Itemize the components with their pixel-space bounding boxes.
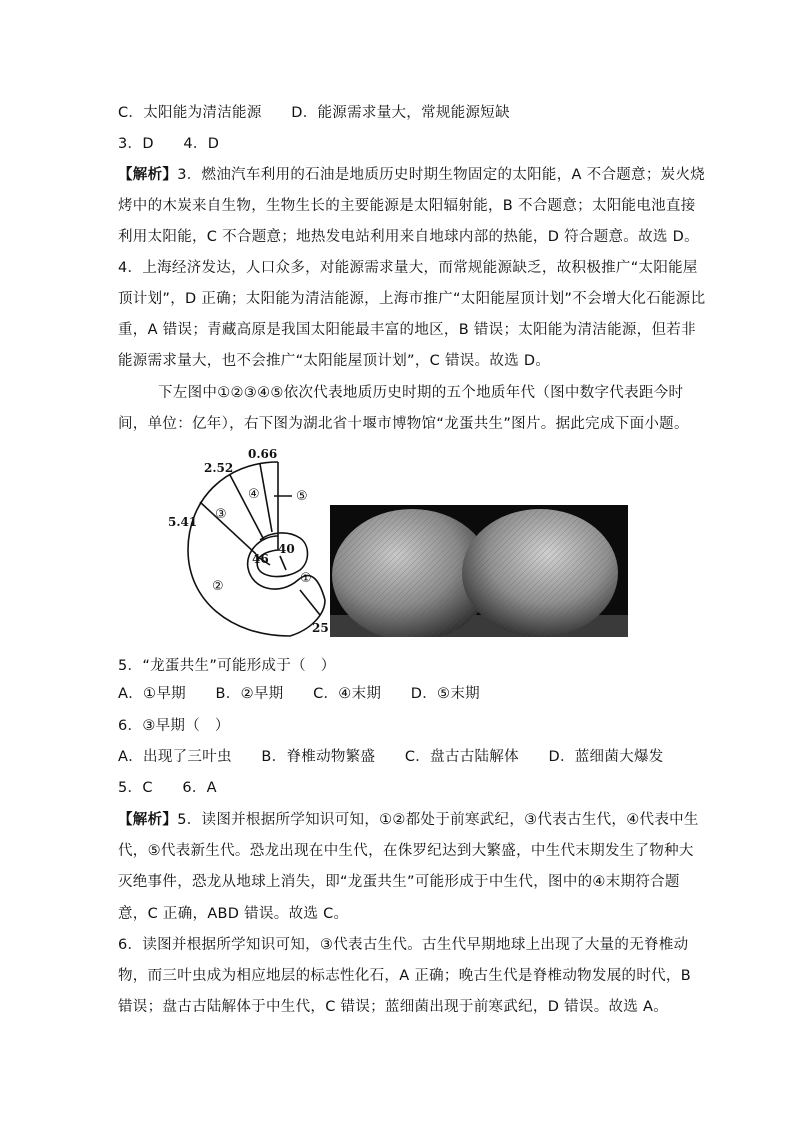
question-6: 6．③早期（ ） (118, 718, 230, 734)
analysis-line-5: 顶计划”，D 正确；太阳能为清洁能源，上海市推广“太阳能屋顶计划”不会增大化石能源比 (118, 291, 706, 307)
analysis-line-4: 4．上海经济发达，人口众多，对能源需求量大，而常规能源缺乏，故积极推广“太阳能屋 (118, 260, 698, 276)
analysis2-line-5: 6．读图并根据所学知识可知，③代表古生代。古生代早期地球上出现了大量的无脊椎动 (118, 937, 689, 953)
answer-line-3-4: 3．D 4．D (118, 136, 220, 152)
analysis-line-1 (118, 165, 705, 185)
geologic-time-spiral-diagram (160, 440, 335, 640)
label-46: 46 (252, 552, 269, 566)
label-25: 25 (312, 621, 329, 635)
analysis2-tag: 【解析】 (118, 812, 178, 828)
analysis-text: 3．燃油汽车利用的石油是地质历史时期生物固定的太阳能，A 不合题意；炭火烧 (177, 167, 706, 183)
question-intro-line-1: 下左图中①②③④⑤依次代表地质历史时期的五个地质年代（图中数字代表距今时 (158, 385, 684, 401)
analysis2-line-6: 物，而三叶虫成为相应地层的标志性化石，A 正确；晚古生代是脊椎动物发展的时代，B (118, 968, 691, 984)
analysis-tag: 【解析】 (118, 167, 178, 183)
option-line-c-d: C．太阳能为清洁能源 D．能源需求量大，常规能源短缺 (118, 105, 510, 121)
dinosaur-egg-photo (330, 505, 628, 637)
analysis2-line-4: 意，C 正确，ABD 错误。故选 C。 (118, 906, 349, 922)
era-5-label: ⑤ (296, 489, 308, 504)
divider-25 (300, 590, 320, 615)
era-2-label: ② (212, 579, 224, 594)
analysis2-line-1 (118, 810, 699, 830)
label-5.41: 5.41 (168, 515, 198, 529)
era-3-label: ③ (215, 507, 227, 522)
analysis2-line-7: 错误；盘古古陆解体于中生代，C 错误；蓝细菌出现于前寒武纪，D 错误。故选 A。 (118, 999, 669, 1015)
analysis2-text: 5．读图并根据所学知识可知，①②都处于前寒武纪，③代表古生代，④代表中生 (177, 812, 699, 828)
answer-line-5-6: 5．C 6．A (118, 780, 217, 796)
era-4-label: ④ (248, 487, 260, 502)
divider-40 (280, 556, 286, 570)
analysis2-line-3: 灭绝事件，恐龙从地球上消失，即“龙蛋共生”可能形成于中生代，图中的④末期符合题 (118, 874, 680, 890)
era-1-label: ① (300, 571, 312, 586)
divider-2.52 (230, 475, 264, 540)
label-0.66: 0.66 (248, 447, 278, 461)
analysis-line-2: 烤中的木炭来自生物，生物生长的主要能源是太阳辐射能，B 不合题意；太阳能电池直接 (118, 198, 696, 214)
label-40: 40 (278, 542, 295, 556)
label-2.52: 2.52 (204, 461, 234, 475)
analysis-line-7: 能源需求量大，也不会推广“太阳能屋顶计划”，C 错误。故选 D。 (118, 353, 551, 369)
analysis-line-3: 利用太阳能，C 不合题意；地热发电站利用来自地球内部的热能，D 符合题意。故选 D。 (118, 229, 699, 245)
analysis-line-6: 重，A 错误；青藏高原是我国太阳能最丰富的地区，B 错误；太阳能为清洁能源，但若非 (118, 322, 696, 338)
question-5: 5．“龙蛋共生”可能形成于（ ） (118, 658, 336, 674)
question-5-options: A．①早期 B．②早期 C．④末期 D．⑤末期 (118, 686, 480, 702)
divider-0.66 (260, 464, 272, 532)
analysis2-line-2: 代，⑤代表新生代。恐龙出现在中生代，在侏罗纪达到大繁盛，中生代末期发生了物种大 (118, 843, 694, 859)
question-6-options: A．出现了三叶虫 B．脊椎动物繁盛 C．盘古古陆解体 D．蓝细菌大爆发 (118, 749, 664, 765)
question-intro-line-2: 间，单位：亿年），右下图为湖北省十堰市博物馆“龙蛋共生”图片。据此完成下面小题。 (118, 416, 689, 432)
